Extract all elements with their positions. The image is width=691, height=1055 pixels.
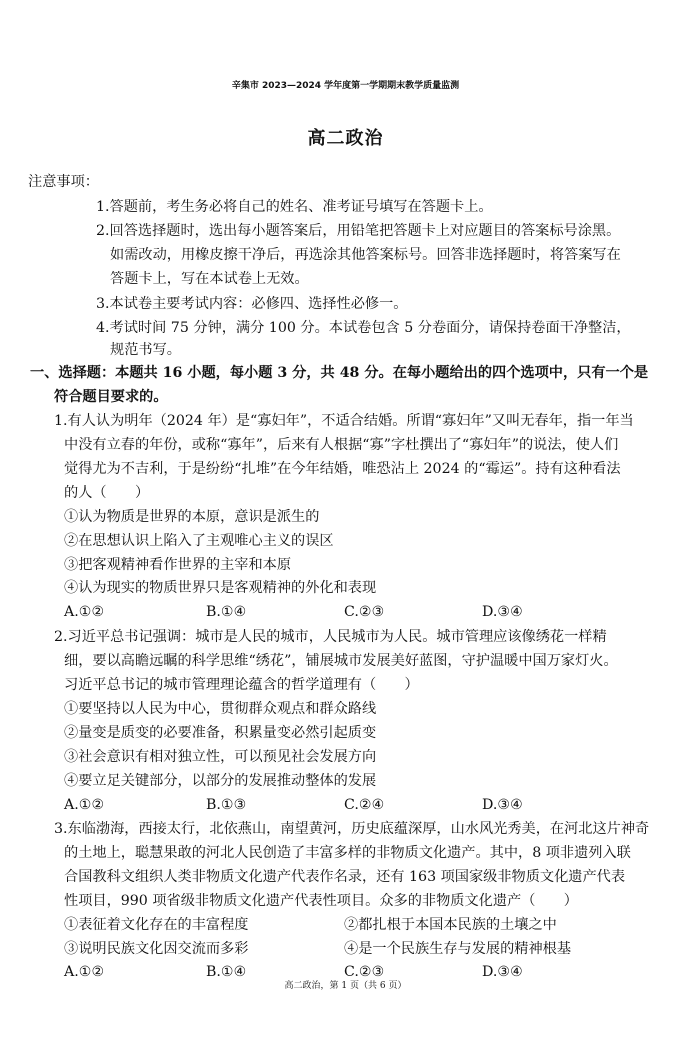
question-3-choice-b: B.①④ bbox=[206, 964, 247, 980]
question-1-stem: 1.有人认为明年（2024 年）是“寡妇年”，不适合结婚。所谓“寡妇年”又叫无春年，指一年当 bbox=[54, 413, 634, 429]
question-2-choice-d: D.③④ bbox=[482, 797, 523, 813]
question-1-choice-d: D.③④ bbox=[482, 604, 523, 620]
question-2-choice-a: A.①② bbox=[64, 797, 105, 813]
question-3-statement: ③说明民族文化因交流而多彩 bbox=[64, 941, 249, 957]
question-1-choice-b: B.①④ bbox=[206, 604, 247, 620]
question-3-choice-d: D.③④ bbox=[482, 964, 523, 980]
question-2-stem: 细，要以高瞻远瞩的科学思维“绣花”，铺展城市发展美好蓝图，守护温暖中国万家灯火。 bbox=[64, 653, 618, 669]
question-3-stem: 性项目，990 项省级非物质文化遗产代表性项目。众多的非物质文化遗产（ ） bbox=[64, 893, 578, 909]
notice-item: 4.考试时间 75 分钟，满分 100 分。本试卷包含 5 分卷面分，请保持卷面干净整洁， bbox=[96, 320, 631, 336]
subject-title: 高二政治 bbox=[307, 128, 384, 149]
question-2-statement: ①要坚持以人民为中心，贯彻群众观点和群众路线 bbox=[64, 701, 377, 717]
question-1-statement: ②在思想认识上陷入了主观唯心主义的误区 bbox=[64, 533, 334, 549]
section-heading: 一、选择题：本题共 16 小题，每小题 3 分，共 48 分。在每小题给出的四个选项中，只有一个是 bbox=[30, 365, 649, 381]
question-2-stem: 习近平总书记的城市管理理论蕴含的哲学道理有（ ） bbox=[64, 677, 419, 693]
notice-item: 3.本试卷主要考试内容：必修四、选择性必修一。 bbox=[96, 296, 408, 312]
section-heading-cont: 符合题目要求的。 bbox=[54, 389, 168, 405]
notice-item: 2.回答选择题时，选出每小题答案后，用铅笔把答题卡上对应题目的答案标号涂黑。 bbox=[96, 223, 621, 239]
question-1-statement: ③把客观精神看作世界的主宰和本原 bbox=[64, 557, 292, 573]
question-1-choice-a: A.①② bbox=[64, 604, 105, 620]
question-3-choice-c: C.②③ bbox=[344, 964, 385, 980]
question-1-choice-c: C.②③ bbox=[344, 604, 385, 620]
notice-item: 规范书写。 bbox=[110, 342, 181, 358]
question-1-stem: 的人（ ） bbox=[64, 485, 150, 501]
question-1-stem: 中没有立春的年份，或称“寡年”，后来有人根据“寡”字杜撰出了“寡妇年”的说法，使人们 bbox=[64, 437, 619, 453]
question-2-statement: ④要立足关键部分，以部分的发展推动整体的发展 bbox=[64, 773, 377, 789]
exam-title: 辛集市 2023—2024 学年度第一学期期末教学质量监测 bbox=[231, 81, 460, 91]
question-3-statement: ①表征着文化存在的丰富程度 bbox=[64, 917, 249, 933]
question-3-stem: 合国教科文组织人类非物质文化遗产代表作名录，还有 163 项国家级非物质文化遗产代表 bbox=[64, 869, 626, 885]
question-2-choice-b: B.①③ bbox=[206, 797, 247, 813]
notice-heading: 注意事项： bbox=[28, 174, 99, 190]
notice-item: 答题卡上，写在本试卷上无效。 bbox=[110, 271, 309, 287]
question-3-statement: ②都扎根于本国本民族的土壤之中 bbox=[344, 917, 557, 933]
question-3-stem: 3.东临渤海，西接太行，北依燕山，南望黄河，历史底蕴深厚，山水风光秀美，在河北这片神奇 bbox=[54, 821, 650, 837]
question-3-choice-a: A.①② bbox=[64, 964, 105, 980]
question-2-choice-c: C.②④ bbox=[344, 797, 385, 813]
question-2-statement: ②量变是质变的必要准备，积累量变必然引起质变 bbox=[64, 725, 377, 741]
notice-item: 1.答题前，考生务必将自己的姓名、准考证号填写在答题卡上。 bbox=[96, 199, 493, 215]
question-1-statement: ④认为现实的物质世界只是客观精神的外化和表现 bbox=[64, 580, 377, 596]
question-3-statement: ④是一个民族生存与发展的精神根基 bbox=[344, 941, 572, 957]
page-footer: 高二政治，第 1 页（共 6 页） bbox=[284, 981, 407, 991]
question-1-statement: ①认为物质是世界的本原，意识是派生的 bbox=[64, 509, 320, 525]
question-2-stem: 2.习近平总书记强调：城市是人民的城市，人民城市为人民。城市管理应该像绣花一样精 bbox=[54, 629, 607, 645]
question-3-stem: 的土地上，聪慧果敢的河北人民创造了丰富多样的非物质文化遗产。其中，8 项非遗列入联 bbox=[64, 845, 631, 861]
question-1-stem: 觉得尤为不吉利，于是纷纷“扎堆”在今年结婚，唯恐沾上 2024 的“霉运”。持有这种看法 bbox=[64, 461, 621, 477]
question-2-statement: ③社会意识有相对独立性，可以预见社会发展方向 bbox=[64, 749, 377, 765]
notice-item: 如需改动，用橡皮擦干净后，再选涂其他答案标号。回答非选择题时，将答案写在 bbox=[110, 247, 621, 263]
